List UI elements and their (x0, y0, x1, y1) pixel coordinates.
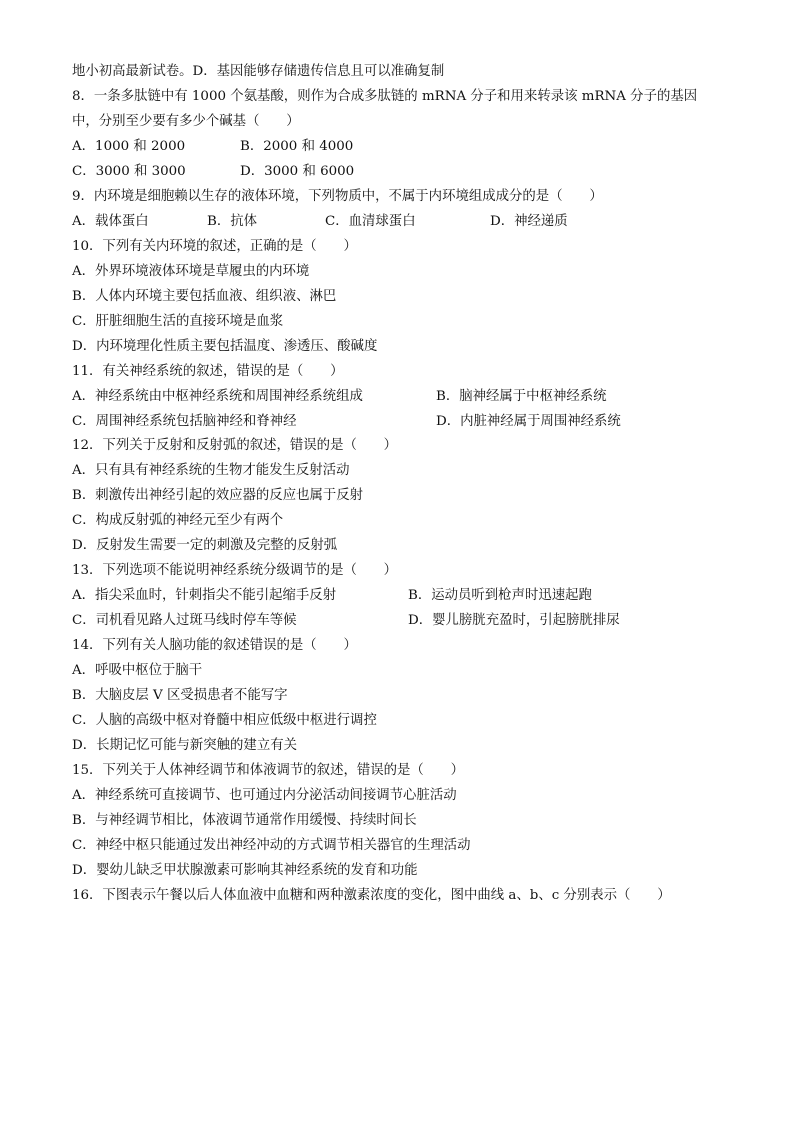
question-11-option-a: A．神经系统由中枢神经系统和周围神经系统组成 (72, 389, 363, 404)
question-15-stem: 15．下列关于人体神经调节和体液调节的叙述，错误的是（ ） (72, 763, 464, 778)
question-11-option-c: C．周围神经系统包括脑神经和脊神经 (72, 414, 297, 429)
prev-question-tail: 地小初高最新试卷。D．基因能够存储遗传信息且可以准确复制 (72, 64, 445, 79)
question-14-option-c: C．人脑的高级中枢对脊髓中相应低级中枢进行调控 (72, 713, 377, 728)
question-16-stem: 16．下图表示午餐以后人体血液中血糖和两种激素浓度的变化，图中曲线 a、b、c 分别表示（ ） (72, 888, 671, 903)
question-14-option-d: D．长期记忆可能与新突触的建立有关 (72, 738, 297, 753)
question-13-stem: 13．下列选项不能说明神经系统分级调节的是（ ） (72, 563, 398, 578)
question-12-option-a: A．只有具有神经系统的生物才能发生反射活动 (72, 463, 350, 478)
question-11-option-d: D．内脏神经属于周围神经系统 (436, 414, 621, 429)
question-12-option-b: B．刺激传出神经引起的效应器的反应也属于反射 (72, 488, 364, 503)
question-8-option-b: B．2000 和 4000 (240, 139, 354, 154)
question-11-option-b: B．脑神经属于中枢神经系统 (436, 389, 607, 404)
question-9-option-b: B．抗体 (207, 214, 258, 229)
question-13-option-b: B．运动员听到枪声时迅速起跑 (408, 588, 592, 603)
question-9-option-d: D．神经递质 (490, 214, 568, 229)
question-15-option-c: C．神经中枢只能通过发出神经冲动的方式调节相关器官的生理活动 (72, 838, 471, 853)
question-9-option-a: A．载体蛋白 (72, 214, 149, 229)
question-8-option-d: D．3000 和 6000 (240, 164, 355, 179)
question-10-option-c: C．肝脏细胞生活的直接环境是血浆 (72, 314, 284, 329)
question-10-option-d: D．内环境理化性质主要包括温度、渗透压、酸碱度 (72, 339, 378, 354)
question-10-option-a: A．外界环境液体环境是草履虫的内环境 (72, 264, 310, 279)
question-9-stem: 9．内环境是细胞赖以生存的液体环境，下列物质中，不属于内环境组成成分的是（ ） (72, 189, 603, 204)
question-10-option-b: B．人体内环境主要包括血液、组织液、淋巴 (72, 289, 337, 304)
question-8-option-c: C．3000 和 3000 (72, 164, 186, 179)
question-14-option-b: B．大脑皮层 V 区受损患者不能写字 (72, 688, 288, 703)
question-15-option-b: B．与神经调节相比，体液调节通常作用缓慢、持续时间长 (72, 813, 417, 828)
question-8-stem: 8．一条多肽链中有 1000 个氨基酸，则作为合成多肽链的 mRNA 分子和用来转录该 mRNA 分子的基因 (72, 89, 698, 104)
question-9-option-c: C．血清球蛋白 (325, 214, 416, 229)
question-15-option-d: D．婴幼儿缺乏甲状腺激素可影响其神经系统的发育和功能 (72, 863, 418, 878)
question-14-stem: 14．下列有关人脑功能的叙述错误的是（ ） (72, 638, 357, 653)
question-14-option-a: A．呼吸中枢位于脑干 (72, 663, 203, 678)
question-8-option-a: A．1000 和 2000 (72, 139, 186, 154)
question-10-stem: 10．下列有关内环境的叙述，正确的是（ ） (72, 239, 357, 254)
question-12-option-c: C．构成反射弧的神经元至少有两个 (72, 513, 284, 528)
question-12-option-d: D．反射发生需要一定的刺激及完整的反射弧 (72, 538, 338, 553)
question-8-stem-cont: 中，分别至少要有多少个碱基（ ） (72, 114, 300, 129)
question-13-option-c: C．司机看见路人过斑马线时停车等候 (72, 613, 297, 628)
question-11-stem: 11．有关神经系统的叙述，错误的是（ ） (72, 364, 344, 379)
question-15-option-a: A．神经系统可直接调节、也可通过内分泌活动间接调节心脏活动 (72, 788, 457, 803)
question-13-option-a: A．指尖采血时，针刺指尖不能引起缩手反射 (72, 588, 337, 603)
question-12-stem: 12．下列关于反射和反射弧的叙述，错误的是（ ） (72, 438, 398, 453)
question-13-option-d: D．婴儿膀胱充盈时，引起膀胱排尿 (408, 613, 620, 628)
